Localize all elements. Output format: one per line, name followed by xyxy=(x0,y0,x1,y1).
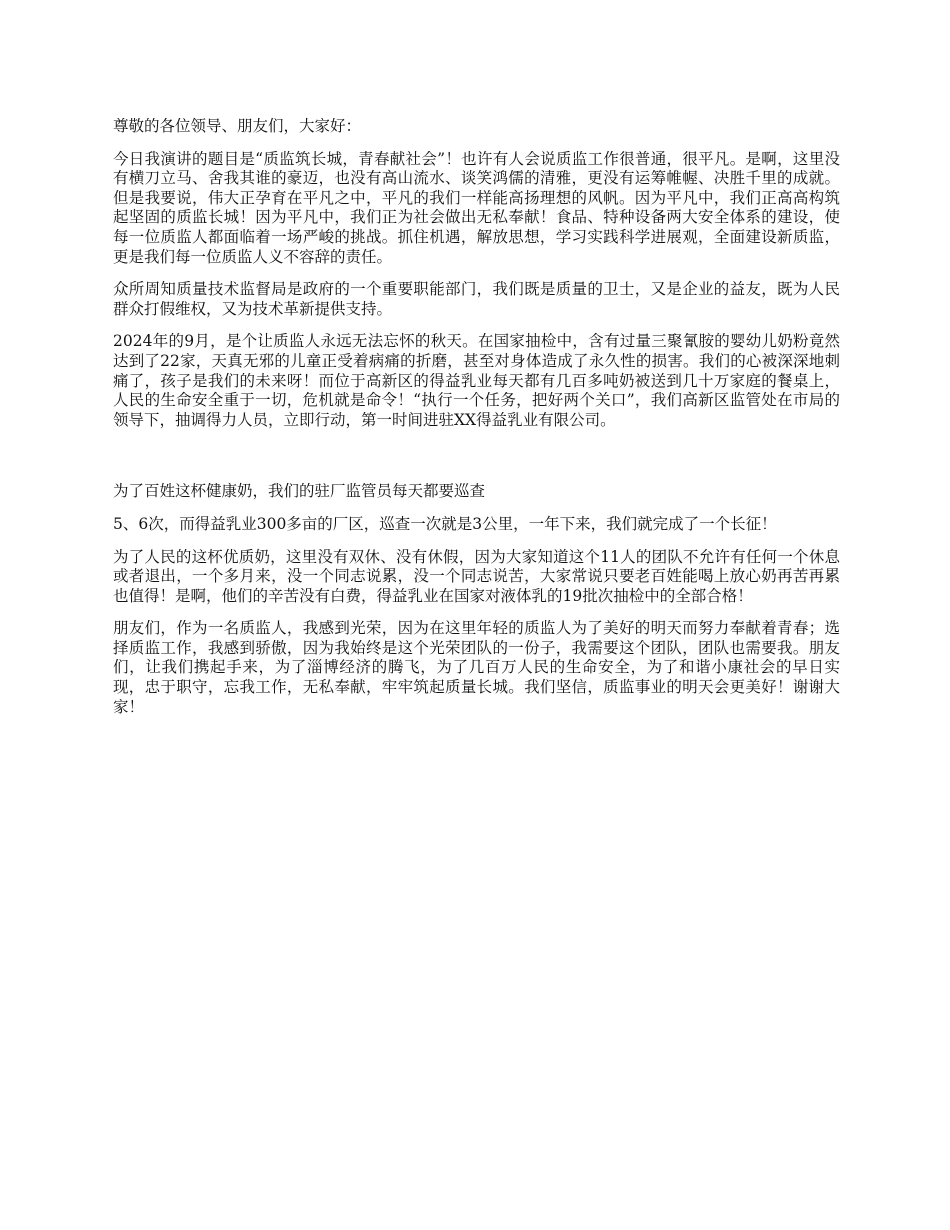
paragraph-2024-crisis: 2024年的9月，是个让质监人永远无法忘怀的秋天。在国家抽检中，含有过量三聚氰胺的婴幼儿奶粉竟然达到了22家，天真无邪的儿童正受着病痛的折磨，甚至对身体造成了永久性的损害。我们的心被深深地刺痛了，孩子是我们的未来呀！而位于高新区的得益乳业每天都有几百多吨奶被送到几十万家庭的餐桌上，人民的生命安全重于一切，危机就是命令！“执行一个任务，把好两个关口”，我们高新区监管处在市局的领导下，抽调得力人员，立即行动，第一时间进驻XX得益乳业有限公司。 xyxy=(113,332,840,429)
paragraph-topic: 今日我演讲的题目是“质监筑长城，青春献社会”！也许有人会说质监工作很普通，很平凡。是啊，这里没有横刀立马、舍我其谁的豪迈，也没有高山流水、谈笑鸿儒的清雅，更没有运筹帷幄、决胜千里的成就。但是我要说，伟大正孕育在平凡之中，平凡的我们一样能高扬理想的风帆。因为平凡中，我们正高高构筑起坚固的质监长城！因为平凡中，我们正为社会做出无私奉献！食品、特种设备两大安全体系的建设，使每一位质监人都面临着一场严峻的挑战。抓住机遇，解放思想，学习实践科学进展观，全面建设新质监，更是我们每一位质监人义不容辞的责任。 xyxy=(113,149,840,266)
greeting-paragraph: 尊敬的各位领导、朋友们，大家好： xyxy=(113,117,362,135)
paragraph-bureau-role: 众所周知质量技术监督局是政府的一个重要职能部门，我们既是质量的卫士，又是企业的益友，既为人民群众打假维权，又为技术革新提供支持。 xyxy=(113,280,840,318)
paragraph-team-dedication: 为了人民的这杯优质奶，这里没有双休、没有休假，因为大家知道这个11人的团队不允许有任何一个休息或者退出，一个多月来，没一个同志说累，没一个同志说苦，大家常说只要老百姓能喝上放心奶再苦再累也值得！是啊，他们的辛苦没有白费，得益乳业在国家对液体乳的19批次抽检中的全部合格！ xyxy=(113,547,840,605)
paragraph-closing: 朋友们，作为一名质监人，我感到光荣，因为在这里年轻的质监人为了美好的明天而努力奉献着青春；选择质监工作，我感到骄傲，因为我始终是这个光荣团队的一份子，我需要这个团队，团队也需要我。朋友们，让我们携起手来，为了淄博经济的腾飞，为了几百万人民的生命安全，为了和谐小康社会的早日实现，忠于职守，忘我工作，无私奉献，牢牢筑起质量长城。我们坚信，质监事业的明天会更美好！谢谢大家！ xyxy=(113,619,840,716)
paragraph-gap xyxy=(113,443,840,482)
paragraph-inspection-distance: 5、6次，而得益乳业300多亩的厂区，巡查一次就是3公里，一年下来，我们就完成了一个长征！ xyxy=(113,514,777,533)
speech-body xyxy=(113,117,840,730)
paragraph-inspection-intro: 为了百姓这杯健康奶，我们的驻厂监管员每天都要巡查 xyxy=(113,482,486,501)
